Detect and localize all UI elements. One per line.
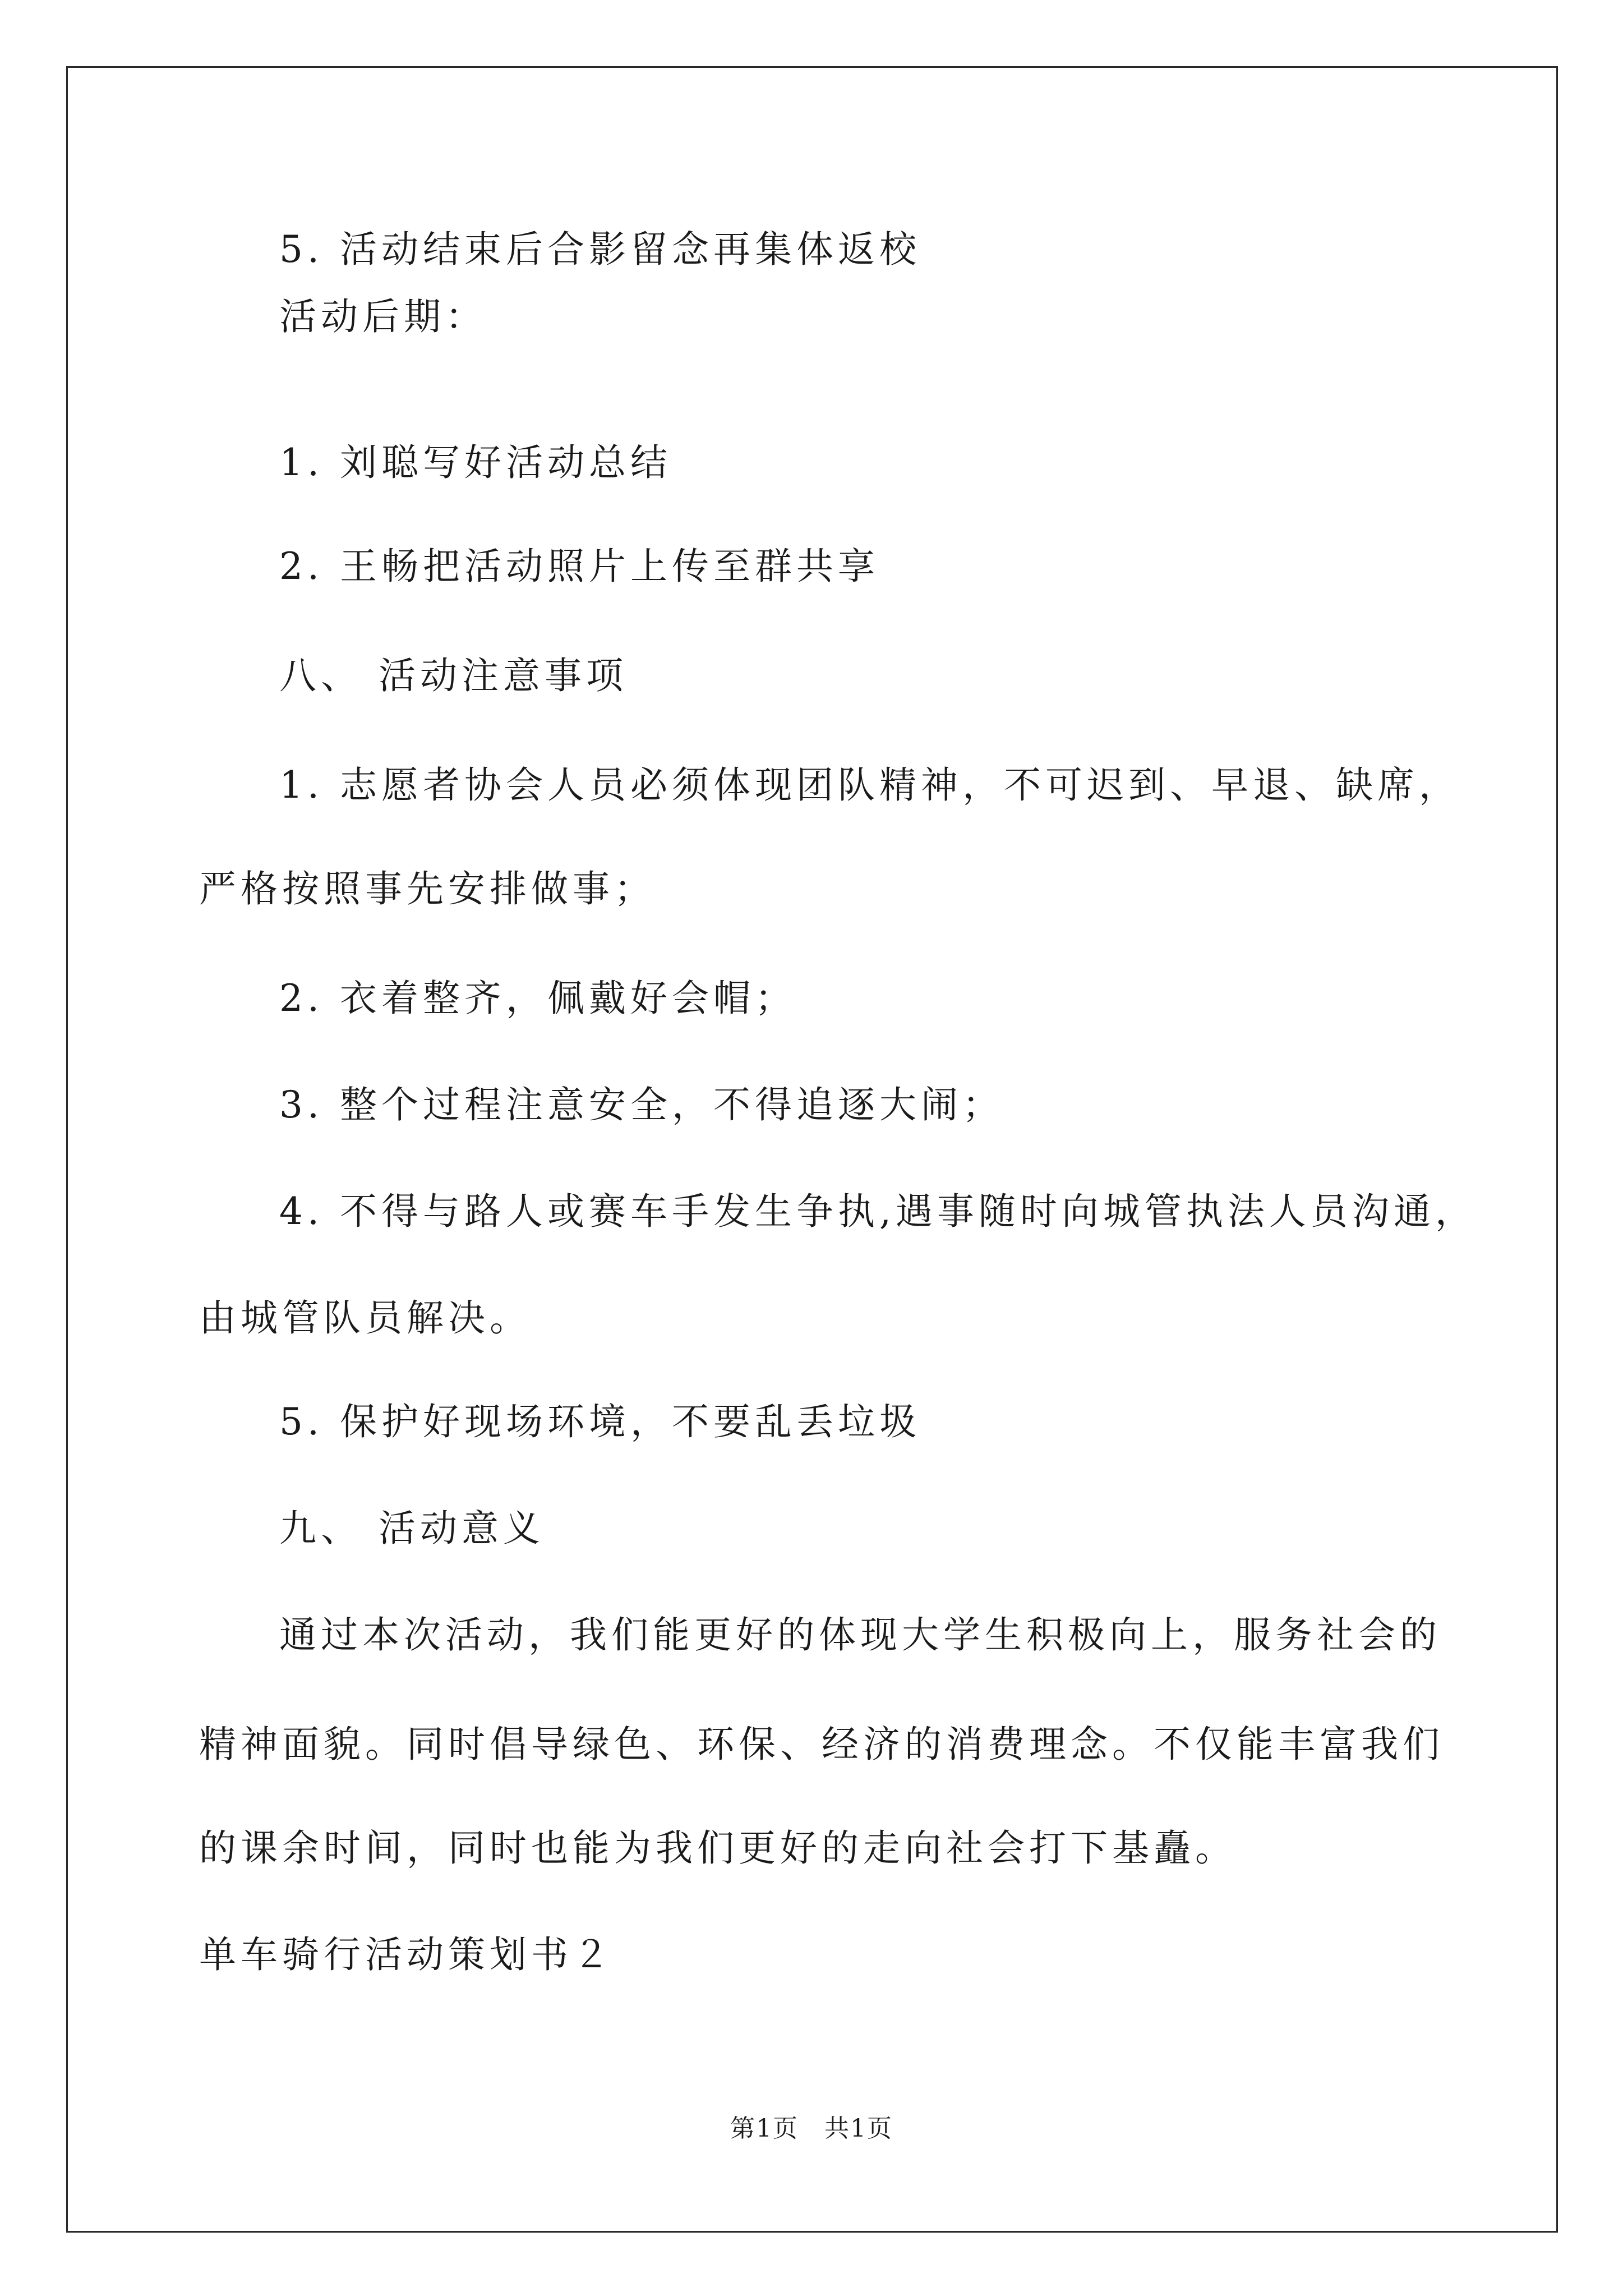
section-label: 活动后期：	[279, 295, 487, 338]
paragraph-line: 1. 志愿者协会人员必须体现团队精神，不可迟到、早退、缺席，	[279, 763, 1460, 807]
section-heading: 九、 活动意义	[279, 1507, 545, 1550]
paragraph-line: 通过本次活动，我们能更好的体现大学生积极向上，服务社会的	[279, 1613, 1441, 1657]
paragraph-line: 精神面貌。同时倡导绿色、环保、经济的消费理念。不仅能丰富我们	[199, 1723, 1444, 1766]
paragraph-line: 3. 整个过程注意安全，不得追逐大闹；	[279, 1083, 1004, 1126]
paragraph-line: 4. 不得与路人或赛车手发生争执,遇事随时向城管执法人员沟通，	[279, 1190, 1477, 1233]
section-heading: 八、 活动注意事项	[279, 654, 628, 697]
paragraph-line: 的课余时间，同时也能为我们更好的走向社会打下基矗。	[199, 1826, 1237, 1870]
paragraph-line: 1. 刘聪写好活动总结	[279, 441, 672, 484]
page-footer: 第1页 共1页	[730, 2114, 893, 2143]
page-border	[66, 66, 1558, 2233]
paragraph-line: 2. 王畅把活动照片上传至群共享	[279, 545, 879, 588]
paragraph-line: 5. 保护好现场环境，不要乱丢垃圾	[279, 1400, 921, 1443]
paragraph-line: 5. 活动结束后合影留念再集体返校	[279, 228, 921, 271]
paragraph-line: 严格按照事先安排做事；	[199, 867, 656, 910]
document-title: 单车骑行活动策划书２	[199, 1933, 614, 1976]
paragraph-line: 2. 衣着整齐，佩戴好会帽；	[279, 977, 796, 1020]
paragraph-line: 由城管队员解决。	[199, 1296, 531, 1340]
